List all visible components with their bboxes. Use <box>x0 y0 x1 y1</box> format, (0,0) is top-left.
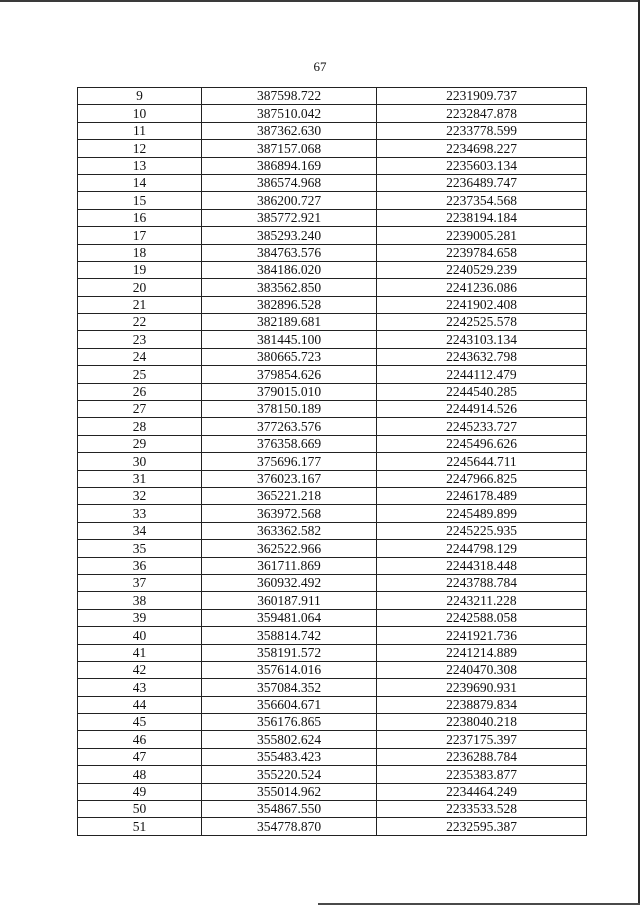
x-coordinate-cell: 363362.582 <box>202 522 377 539</box>
point-number-cell: 17 <box>78 227 202 244</box>
x-coordinate-cell: 387598.722 <box>202 88 377 105</box>
point-number-cell: 14 <box>78 174 202 191</box>
point-number-cell: 45 <box>78 714 202 731</box>
y-coordinate-cell: 2243788.784 <box>377 574 587 591</box>
point-number-cell: 47 <box>78 748 202 765</box>
y-coordinate-cell: 2244798.129 <box>377 540 587 557</box>
x-coordinate-cell: 360187.911 <box>202 592 377 609</box>
x-coordinate-cell: 358191.572 <box>202 644 377 661</box>
x-coordinate-cell: 382189.681 <box>202 314 377 331</box>
point-number-cell: 22 <box>78 314 202 331</box>
x-coordinate-cell: 377263.576 <box>202 418 377 435</box>
x-coordinate-cell: 384763.576 <box>202 244 377 261</box>
x-coordinate-cell: 355802.624 <box>202 731 377 748</box>
x-coordinate-cell: 361711.869 <box>202 557 377 574</box>
y-coordinate-cell: 2245496.626 <box>377 435 587 452</box>
y-coordinate-cell: 2236489.747 <box>377 174 587 191</box>
y-coordinate-cell: 2233778.599 <box>377 122 587 139</box>
y-coordinate-cell: 2243103.134 <box>377 331 587 348</box>
point-number-cell: 39 <box>78 609 202 626</box>
point-number-cell: 50 <box>78 801 202 818</box>
point-number-cell: 18 <box>78 244 202 261</box>
point-number-cell: 34 <box>78 522 202 539</box>
table-row <box>78 801 587 818</box>
x-coordinate-cell: 360932.492 <box>202 574 377 591</box>
y-coordinate-cell: 2234698.227 <box>377 140 587 157</box>
point-number-cell: 41 <box>78 644 202 661</box>
y-coordinate-cell: 2235383.877 <box>377 766 587 783</box>
y-coordinate-cell: 2232595.387 <box>377 818 587 835</box>
y-coordinate-cell: 2245489.899 <box>377 505 587 522</box>
table-row <box>78 714 587 731</box>
x-coordinate-cell: 357614.016 <box>202 661 377 678</box>
table-row <box>78 348 587 365</box>
table-row <box>78 731 587 748</box>
x-coordinate-cell: 358814.742 <box>202 627 377 644</box>
table-row <box>78 279 587 296</box>
y-coordinate-cell: 2233533.528 <box>377 801 587 818</box>
y-coordinate-cell: 2245644.711 <box>377 453 587 470</box>
y-coordinate-cell: 2244914.526 <box>377 401 587 418</box>
table-row <box>78 140 587 157</box>
table-row <box>78 557 587 574</box>
table-row <box>78 487 587 504</box>
y-coordinate-cell: 2246178.489 <box>377 487 587 504</box>
y-coordinate-cell: 2244112.479 <box>377 366 587 383</box>
point-number-cell: 23 <box>78 331 202 348</box>
table-row <box>78 209 587 226</box>
table-row <box>78 574 587 591</box>
x-coordinate-cell: 387510.042 <box>202 105 377 122</box>
point-number-cell: 12 <box>78 140 202 157</box>
x-coordinate-cell: 362522.966 <box>202 540 377 557</box>
point-number-cell: 33 <box>78 505 202 522</box>
table-row <box>78 540 587 557</box>
point-number-cell: 24 <box>78 348 202 365</box>
table-row <box>78 783 587 800</box>
point-number-cell: 43 <box>78 679 202 696</box>
table-row <box>78 627 587 644</box>
point-number-cell: 31 <box>78 470 202 487</box>
point-number-cell: 36 <box>78 557 202 574</box>
point-number-cell: 32 <box>78 487 202 504</box>
table-row <box>78 366 587 383</box>
table-row <box>78 261 587 278</box>
table-row <box>78 522 587 539</box>
point-number-cell: 48 <box>78 766 202 783</box>
table-row <box>78 453 587 470</box>
table-row <box>78 748 587 765</box>
y-coordinate-cell: 2235603.134 <box>377 157 587 174</box>
point-number-cell: 40 <box>78 627 202 644</box>
y-coordinate-cell: 2232847.878 <box>377 105 587 122</box>
point-number-cell: 27 <box>78 401 202 418</box>
y-coordinate-cell: 2234464.249 <box>377 783 587 800</box>
point-number-cell: 9 <box>78 88 202 105</box>
point-number-cell: 16 <box>78 209 202 226</box>
point-number-cell: 15 <box>78 192 202 209</box>
table-row <box>78 766 587 783</box>
x-coordinate-cell: 359481.064 <box>202 609 377 626</box>
table-row <box>78 418 587 435</box>
table-row <box>78 105 587 122</box>
point-number-cell: 49 <box>78 783 202 800</box>
table-row <box>78 383 587 400</box>
table-row <box>78 401 587 418</box>
y-coordinate-cell: 2238879.834 <box>377 696 587 713</box>
point-number-cell: 20 <box>78 279 202 296</box>
x-coordinate-cell: 357084.352 <box>202 679 377 696</box>
y-coordinate-cell: 2238040.218 <box>377 714 587 731</box>
coordinates-table-body <box>78 88 587 836</box>
point-number-cell: 13 <box>78 157 202 174</box>
x-coordinate-cell: 385772.921 <box>202 209 377 226</box>
table-row <box>78 157 587 174</box>
page-number: 67 <box>313 59 327 74</box>
point-number-cell: 26 <box>78 383 202 400</box>
x-coordinate-cell: 380665.723 <box>202 348 377 365</box>
point-number-cell: 28 <box>78 418 202 435</box>
x-coordinate-cell: 387157.068 <box>202 140 377 157</box>
y-coordinate-cell: 2239005.281 <box>377 227 587 244</box>
table-row <box>78 470 587 487</box>
y-coordinate-cell: 2247966.825 <box>377 470 587 487</box>
point-number-cell: 19 <box>78 261 202 278</box>
y-coordinate-cell: 2239690.931 <box>377 679 587 696</box>
y-coordinate-cell: 2244540.285 <box>377 383 587 400</box>
table-row <box>78 314 587 331</box>
point-number-cell: 35 <box>78 540 202 557</box>
y-coordinate-cell: 2245233.727 <box>377 418 587 435</box>
table-row <box>78 505 587 522</box>
table-row <box>78 435 587 452</box>
x-coordinate-cell: 386894.169 <box>202 157 377 174</box>
x-coordinate-cell: 376023.167 <box>202 470 377 487</box>
y-coordinate-cell: 2243632.798 <box>377 348 587 365</box>
x-coordinate-cell: 387362.630 <box>202 122 377 139</box>
x-coordinate-cell: 355014.962 <box>202 783 377 800</box>
table-row <box>78 227 587 244</box>
x-coordinate-cell: 356176.865 <box>202 714 377 731</box>
x-coordinate-cell: 379854.626 <box>202 366 377 383</box>
x-coordinate-cell: 375696.177 <box>202 453 377 470</box>
x-coordinate-cell: 355220.524 <box>202 766 377 783</box>
point-number-cell: 11 <box>78 122 202 139</box>
y-coordinate-cell: 2244318.448 <box>377 557 587 574</box>
y-coordinate-cell: 2243211.228 <box>377 592 587 609</box>
table-row <box>78 592 587 609</box>
coordinates-table <box>77 87 587 836</box>
y-coordinate-cell: 2240470.308 <box>377 661 587 678</box>
y-coordinate-cell: 2241236.086 <box>377 279 587 296</box>
table-row <box>78 609 587 626</box>
x-coordinate-cell: 355483.423 <box>202 748 377 765</box>
point-number-cell: 37 <box>78 574 202 591</box>
table-row <box>78 679 587 696</box>
y-coordinate-cell: 2242588.058 <box>377 609 587 626</box>
point-number-cell: 29 <box>78 435 202 452</box>
x-coordinate-cell: 378150.189 <box>202 401 377 418</box>
x-coordinate-cell: 356604.671 <box>202 696 377 713</box>
table-row <box>78 644 587 661</box>
x-coordinate-cell: 383562.850 <box>202 279 377 296</box>
table-row <box>78 331 587 348</box>
y-coordinate-cell: 2240529.239 <box>377 261 587 278</box>
x-coordinate-cell: 354867.550 <box>202 801 377 818</box>
point-number-cell: 30 <box>78 453 202 470</box>
y-coordinate-cell: 2238194.184 <box>377 209 587 226</box>
table-row <box>78 244 587 261</box>
y-coordinate-cell: 2241902.408 <box>377 296 587 313</box>
x-coordinate-cell: 386574.968 <box>202 174 377 191</box>
x-coordinate-cell: 382896.528 <box>202 296 377 313</box>
point-number-cell: 21 <box>78 296 202 313</box>
point-number-cell: 10 <box>78 105 202 122</box>
y-coordinate-cell: 2241214.889 <box>377 644 587 661</box>
table-row <box>78 122 587 139</box>
point-number-cell: 44 <box>78 696 202 713</box>
y-coordinate-cell: 2237175.397 <box>377 731 587 748</box>
x-coordinate-cell: 365221.218 <box>202 487 377 504</box>
table-row <box>78 192 587 209</box>
point-number-cell: 42 <box>78 661 202 678</box>
scan-edge-top <box>0 0 640 2</box>
y-coordinate-cell: 2242525.578 <box>377 314 587 331</box>
x-coordinate-cell: 376358.669 <box>202 435 377 452</box>
table-row <box>78 696 587 713</box>
table-row <box>78 296 587 313</box>
y-coordinate-cell: 2236288.784 <box>377 748 587 765</box>
table-row <box>78 818 587 835</box>
x-coordinate-cell: 354778.870 <box>202 818 377 835</box>
y-coordinate-cell: 2245225.935 <box>377 522 587 539</box>
y-coordinate-cell: 2231909.737 <box>377 88 587 105</box>
y-coordinate-cell: 2241921.736 <box>377 627 587 644</box>
x-coordinate-cell: 384186.020 <box>202 261 377 278</box>
x-coordinate-cell: 379015.010 <box>202 383 377 400</box>
point-number-cell: 46 <box>78 731 202 748</box>
point-number-cell: 51 <box>78 818 202 835</box>
x-coordinate-cell: 386200.727 <box>202 192 377 209</box>
x-coordinate-cell: 363972.568 <box>202 505 377 522</box>
x-coordinate-cell: 385293.240 <box>202 227 377 244</box>
y-coordinate-cell: 2239784.658 <box>377 244 587 261</box>
x-coordinate-cell: 381445.100 <box>202 331 377 348</box>
point-number-cell: 38 <box>78 592 202 609</box>
y-coordinate-cell: 2237354.568 <box>377 192 587 209</box>
table-row <box>78 174 587 191</box>
point-number-cell: 25 <box>78 366 202 383</box>
table-row <box>78 661 587 678</box>
table-row <box>78 88 587 105</box>
